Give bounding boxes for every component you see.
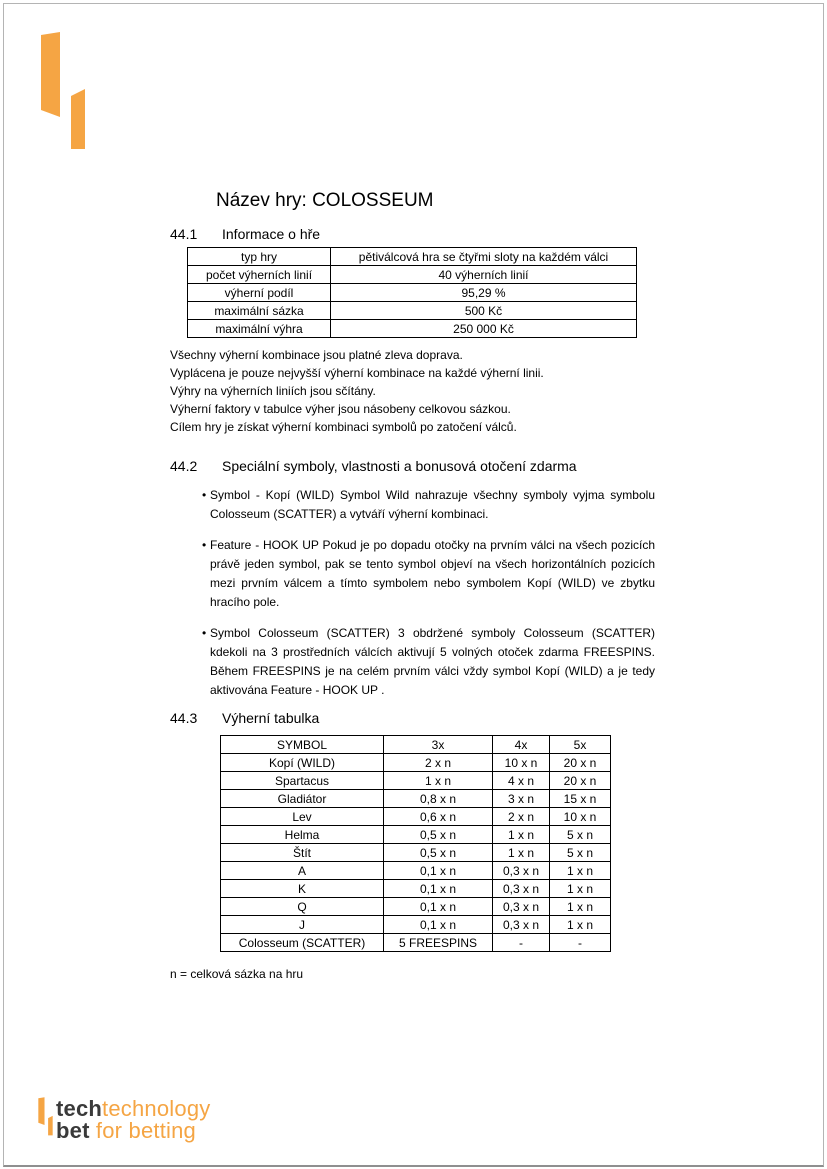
table-cell: 0,5 x n: [384, 844, 493, 862]
table-cell: 0,3 x n: [493, 880, 550, 898]
section-title: Výherní tabulka: [222, 710, 320, 726]
table-row: [221, 790, 611, 808]
table-row: [221, 880, 611, 898]
table-cell: 0,5 x n: [384, 826, 493, 844]
table-cell: 3 x n: [493, 790, 550, 808]
table-cell: výherní podíl: [188, 284, 331, 302]
footer-logo-text: [56, 1097, 210, 1142]
table-row: [221, 772, 611, 790]
section-heading-info: [170, 226, 320, 243]
section-title: Informace o hře: [222, 226, 321, 242]
table-cell: Helma: [221, 826, 384, 844]
table-row: [221, 862, 611, 880]
table-row: [221, 808, 611, 826]
table-cell: pětiválcová hra se čtyřmi sloty na každém válci: [331, 248, 637, 266]
table-row: [188, 320, 637, 338]
table-cell: 250 000 Kč: [331, 320, 637, 338]
table-cell: 0,3 x n: [493, 862, 550, 880]
table-cell: 1 x n: [550, 880, 611, 898]
table-cell: 0,1 x n: [384, 880, 493, 898]
table-cell: Q: [221, 898, 384, 916]
table-cell: 40 výherních linií: [331, 266, 637, 284]
table-cell: 0,1 x n: [384, 862, 493, 880]
table-cell: maximální sázka: [188, 302, 331, 320]
page-title: Název hry: COLOSSEUM: [216, 190, 434, 211]
table-cell: 1 x n: [550, 862, 611, 880]
footer-logo-line: [56, 1120, 210, 1142]
section-title: Speciální symboly, vlastnosti a bonusová otočení zdarma: [222, 458, 577, 474]
rules-line: Výhry na výherních liniích jsou sčítány.: [170, 384, 376, 398]
table-cell: 1 x n: [384, 772, 493, 790]
table-cell: 0,3 x n: [493, 916, 550, 934]
rules-paragraph: [170, 346, 544, 436]
table-cell: Kopí (WILD): [221, 754, 384, 772]
table-header-cell: SYMBOL: [221, 736, 384, 754]
table-cell: 500 Kč: [331, 302, 637, 320]
table-cell: Spartacus: [221, 772, 384, 790]
table-cell: počet výherních linií: [188, 266, 331, 284]
table-cell: J: [221, 916, 384, 934]
logo-word-technology: technology: [102, 1096, 211, 1121]
table-cell: 0,6 x n: [384, 808, 493, 826]
table-row: [188, 266, 637, 284]
table-cell: 20 x n: [550, 754, 611, 772]
table-cell: 0,1 x n: [384, 898, 493, 916]
table-cell: 15 x n: [550, 790, 611, 808]
paytable-note: n = celková sázka na hru: [170, 967, 304, 981]
techbet-logo-icon: [38, 1097, 53, 1136]
table-cell: 0,3 x n: [493, 898, 550, 916]
table-cell: Lev: [221, 808, 384, 826]
bullet-item: • Feature - HOOK UP Pokud je po dopadu otočky na prvním válci na všech pozicích právě jeden symbol, pak se tento symbol objeví na všech horizontálních pozicích mezi prvním válcem a tímto symbolem nebo symbolem Kopí (WILD) ve zbytku hracího pole.: [203, 536, 655, 612]
table-cell: Štít: [221, 844, 384, 862]
table-cell: 10 x n: [493, 754, 550, 772]
payout-table: [220, 735, 611, 952]
table-row: [221, 916, 611, 934]
table-cell: typ hry: [188, 248, 331, 266]
table-row: [188, 284, 637, 302]
section-number: 44.3: [170, 710, 198, 726]
table-cell: 5 x n: [550, 844, 611, 862]
table-row: [188, 302, 637, 320]
game-info-table: [187, 247, 637, 338]
table-cell: -: [493, 934, 550, 952]
logo-word-for-betting: for betting: [95, 1118, 196, 1143]
section-heading-symbols: [170, 458, 577, 475]
table-header-row: [221, 736, 611, 754]
table-header-cell: 4x: [493, 736, 550, 754]
table-row: [188, 248, 637, 266]
rules-line: Cílem hry je získat výherní kombinaci symbolů po zatočení válců.: [170, 420, 517, 434]
table-cell: 1 x n: [550, 916, 611, 934]
table-cell: 0,1 x n: [384, 916, 493, 934]
table-row: [221, 898, 611, 916]
footer-logo-line: [56, 1098, 210, 1120]
table-cell: Gladiátor: [221, 790, 384, 808]
table-header-cell: 3x: [384, 736, 493, 754]
table-cell: 1 x n: [493, 826, 550, 844]
table-cell: 1 x n: [493, 844, 550, 862]
logo-word-tech: tech: [56, 1096, 103, 1121]
table-cell: -: [550, 934, 611, 952]
footer-logo: [38, 1097, 210, 1142]
logo-word-bet: bet: [56, 1118, 90, 1143]
table-cell: 4 x n: [493, 772, 550, 790]
table-cell: 2 x n: [384, 754, 493, 772]
table-cell: K: [221, 880, 384, 898]
table-cell: 1 x n: [550, 898, 611, 916]
table-cell: maximální výhra: [188, 320, 331, 338]
bullet-item: • Symbol - Kopí (WILD) Symbol Wild nahrazuje všechny symboly vyjma symbolu Colosseum (SCATTER) a vytváří výherní kombinaci.: [203, 486, 655, 524]
section-number: 44.1: [170, 226, 198, 242]
table-row: [221, 826, 611, 844]
rules-line: Vyplácena je pouze nejvyšší výherní kombinace na každé výherní linii.: [170, 366, 544, 380]
table-cell: Colosseum (SCATTER): [221, 934, 384, 952]
table-cell: 95,29 %: [331, 284, 637, 302]
special-symbols-list: [203, 486, 655, 712]
table-row: [221, 934, 611, 952]
table-cell: 5 x n: [550, 826, 611, 844]
section-number: 44.2: [170, 458, 198, 474]
table-cell: 0,8 x n: [384, 790, 493, 808]
table-cell: 2 x n: [493, 808, 550, 826]
table-row: [221, 754, 611, 772]
rules-line: Všechny výherní kombinace jsou platné zleva doprava.: [170, 348, 463, 362]
table-cell: A: [221, 862, 384, 880]
table-cell: 5 FREESPINS: [384, 934, 493, 952]
bullet-item: • Symbol Colosseum (SCATTER) 3 obdržené symboly Colosseum (SCATTER) kdekoli na 3 prostředních válcích aktivují 5 volných otoček zdarma FREESPINS. Během FREESPINS je na celém prvním válci vždy symbol Kopí (WILD) a je tedy aktivována Feature - HOOK UP .: [203, 624, 655, 700]
rules-line: Výherní faktory v tabulce výher jsou násobeny celkovou sázkou.: [170, 402, 511, 416]
table-row: [221, 844, 611, 862]
table-header-cell: 5x: [550, 736, 611, 754]
section-heading-paytable: [170, 710, 319, 727]
techbet-logo-icon: [40, 32, 86, 150]
table-cell: 20 x n: [550, 772, 611, 790]
table-cell: 10 x n: [550, 808, 611, 826]
